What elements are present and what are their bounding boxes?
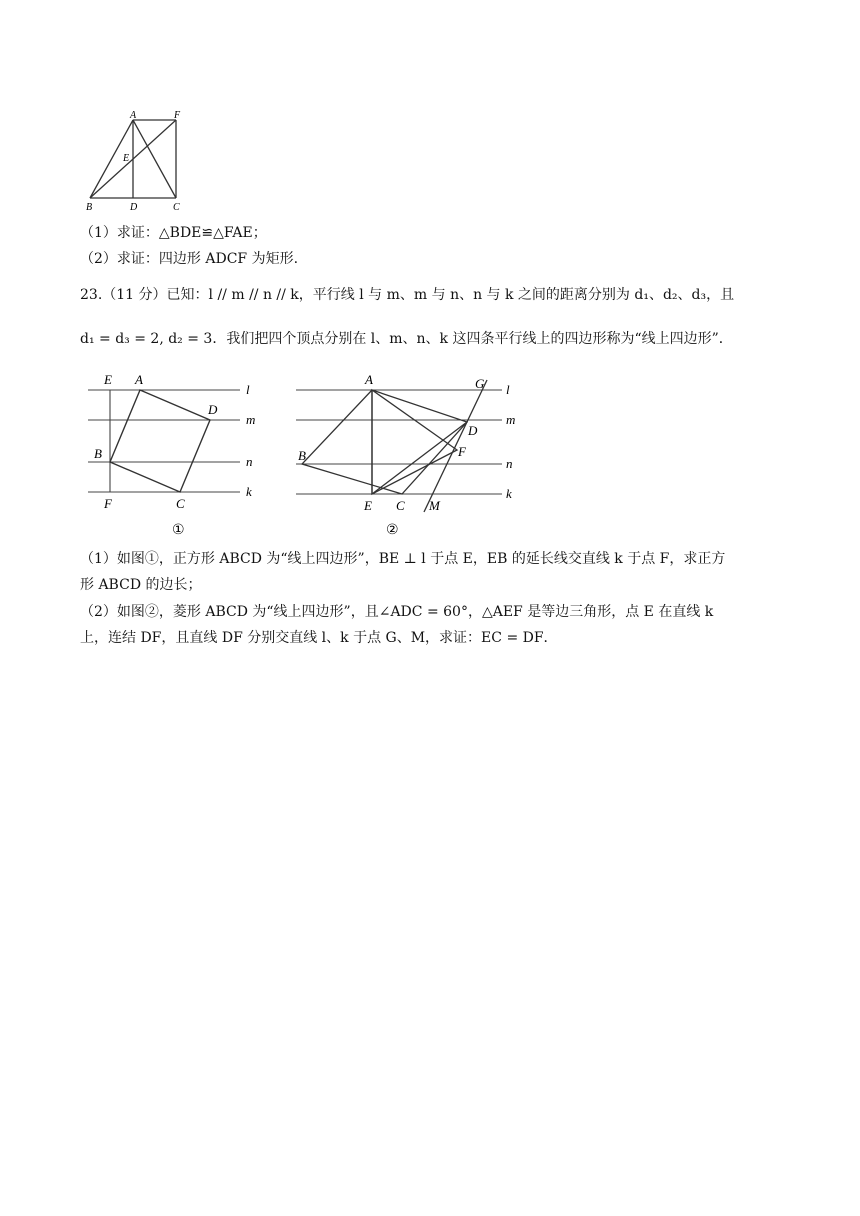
q23-part1-line2: 形 ABCD 的边长； xyxy=(80,577,202,593)
q23-stem-line2: d₁ = d₃ = 2, d₂ = 3．我们把四个顶点分别在 l、m、n、k 这四条平行线上的四边形称为“线上四边形”． xyxy=(80,331,733,347)
fig2-label-C: C xyxy=(396,498,405,513)
fig1-label-k: k xyxy=(246,484,252,499)
fig2-label-D: D xyxy=(468,423,478,438)
fig2-label-A: A xyxy=(365,372,373,387)
fig2-label-G: G xyxy=(475,376,485,391)
fig2-label-B: B xyxy=(298,448,306,463)
figure-2 xyxy=(292,368,532,540)
fig1-label-n: n xyxy=(246,454,253,469)
q23-part2-line1: （2）如图②，菱形 ABCD 为“线上四边形”，且∠ADC = 60°，△AEF 是等边三角形，点 E 在直线 k xyxy=(80,604,714,620)
fig2-label-k: k xyxy=(506,486,512,501)
fig2-label-F: F xyxy=(458,444,466,459)
label-C: C xyxy=(173,202,180,213)
fig2-label-E: E xyxy=(364,498,372,513)
fig1-label-A: A xyxy=(135,372,143,387)
fig1-label-F: F xyxy=(104,496,112,511)
fig2-label-M: M xyxy=(429,498,440,513)
q23-stem-line1: 23.（11 分）已知：l // m // n // k，平行线 l 与 m、m 与 n、n 与 k 之间的距离分别为 d₁、d₂、d₃，且 xyxy=(80,287,735,303)
figure-adcf xyxy=(76,108,196,214)
label-A: A xyxy=(130,110,137,121)
label-F: F xyxy=(174,110,181,121)
fig1-label-B: B xyxy=(94,446,102,461)
fig1-caption: ① xyxy=(172,522,185,538)
fig1-label-E: E xyxy=(104,372,112,387)
figure-1 xyxy=(80,368,280,540)
fig2-label-m: m xyxy=(506,412,516,427)
fig2-caption: ② xyxy=(386,522,399,538)
label-E: E xyxy=(123,153,130,164)
fig2-label-l: l xyxy=(506,382,510,397)
fig1-label-D: D xyxy=(208,402,218,417)
q22-part1: （1）求证：△BDE≌△FAE； xyxy=(80,225,267,241)
q23-part1-line1: （1）如图①，正方形 ABCD 为“线上四边形”，BE ⊥ l 于点 E，EB 的延长线交直线 k 于点 F，求正方 xyxy=(80,551,726,567)
q23-part2-line2: 上，连结 DF，且直线 DF 分别交直线 l、k 于点 G、M，求证：EC = DF． xyxy=(80,630,558,646)
fig2-label-n: n xyxy=(506,456,513,471)
label-D: D xyxy=(130,202,138,213)
fig1-label-m: m xyxy=(246,412,256,427)
q22-part2: （2）求证：四边形 ADCF 为矩形. xyxy=(80,251,299,267)
label-B: B xyxy=(86,202,93,213)
fig1-label-C: C xyxy=(176,496,185,511)
fig1-label-l: l xyxy=(246,382,250,397)
